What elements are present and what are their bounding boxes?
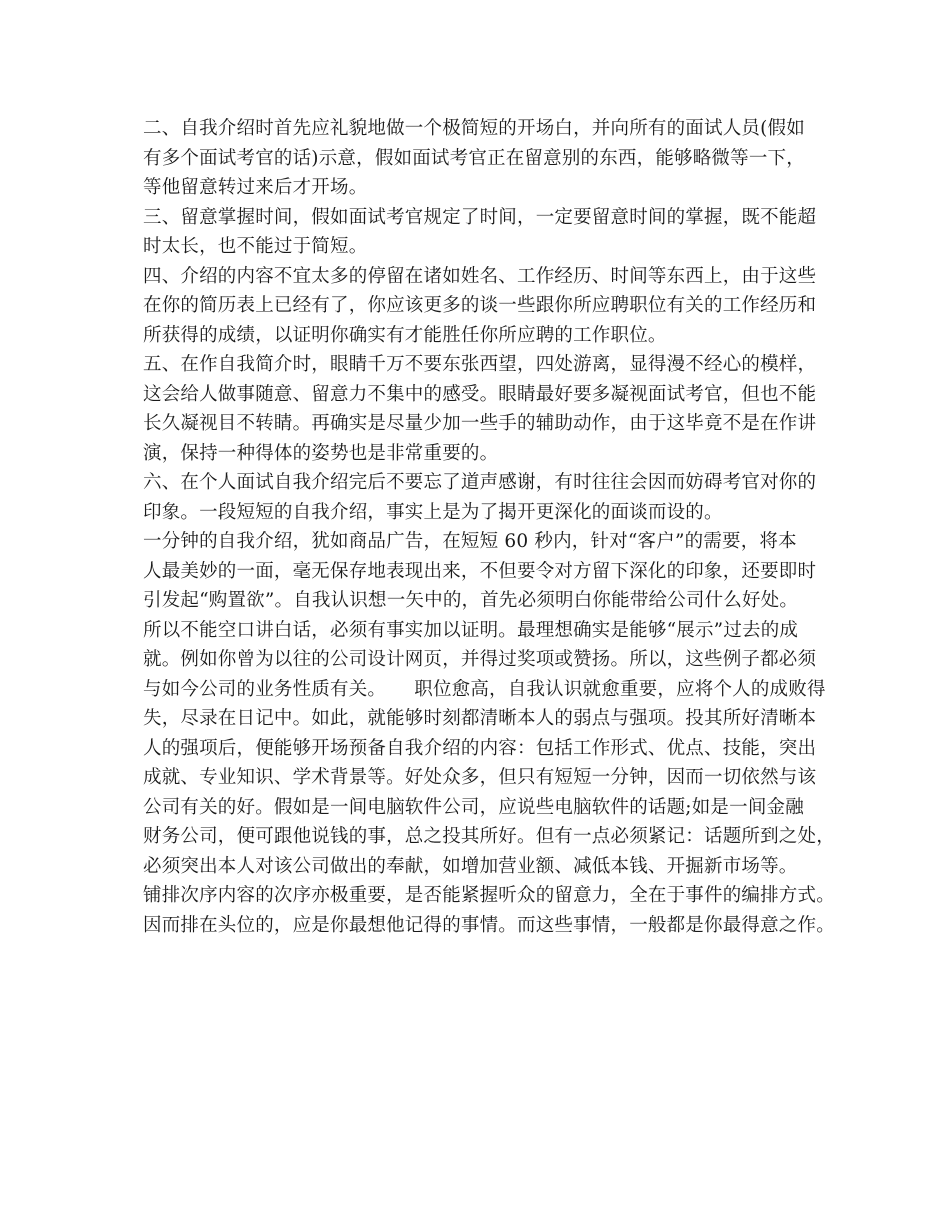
text-line: 这会给人做事随意、留意力不集中的感受。眼睛最好要多凝视面试考官，但也不能: [143, 383, 817, 405]
text-line: 因而排在头位的，应是你最想他记得的事情。而这些事情，一般都是你最得意之作。: [143, 914, 835, 936]
text-line: 必须突出本人对该公司做出的奉献，如增加营业额、减低本钱、开掘新市场等。: [143, 855, 798, 877]
text-line: 铺排次序内容的次序亦极重要，是否能紧握听众的留意力，全在于事件的编排方式。: [143, 885, 835, 906]
text-line: 成就、专业知识、学术背景等。好处众多，但只有短短一分钟，因而一切依然与该: [143, 767, 817, 788]
text-line: 失，尽录在日记中。如此，就能够时刻都清晰本人的弱点与强项。投其所好清晰本: [143, 708, 817, 729]
text-line: 人最美妙的一面，毫无保存地表现出来，不但要令对方留下深化的印象，还要即时: [143, 560, 817, 582]
text-line: 五、在作自我简介时，眼睛千万不要东张西望，四处游离，显得漫不经心的模样，: [143, 354, 817, 375]
text-line: 与如今公司的业务性质有关。 职位愈高，自我认识就愈重要，应将个人的成败得: [143, 678, 826, 700]
text-line: 演，保持一种得体的姿势也是非常重要的。: [143, 442, 499, 464]
document-body-text: [143, 114, 833, 940]
text-line: 二、自我介绍时首先应礼貌地做一个极简短的开场白，并向所有的面试人员(假如: [143, 118, 805, 139]
text-line: 公司有关的好。假如是一间电脑软件公司，应说些电脑软件的话题;如是一间金融: [143, 796, 804, 818]
text-line: 六、在个人面试自我介绍完后不要忘了道声感谢，有时往往会因而妨碍考官对你的: [143, 472, 817, 493]
text-line: 印象。一段短短的自我介绍，事实上是为了揭开更深化的面谈而设的。: [143, 501, 723, 523]
text-line: 引发起“购置欲”。自我认识想一矢中的，首先必须明白你能带给公司什么好处。: [143, 590, 799, 611]
text-line: 财务公司，便可跟他说钱的事，总之投其所好。但有一点必须紧记：话题所到之处，: [143, 826, 835, 847]
text-line: 长久凝视目不转睛。再确实是尽量少加一些手的辅助动作，由于这毕竟不是在作讲: [143, 413, 817, 434]
text-line: 所获得的成绩，以证明你确实有才能胜任你所应聘的工作职位。: [143, 324, 667, 346]
text-line: 人的强项后，便能够开场预备自我介绍的内容：包括工作形式、优点、技能，突出: [143, 737, 817, 759]
text-line: 所以不能空口讲白话，必须有事实加以证明。最理想确实是能够“展示”过去的成: [143, 619, 799, 641]
text-line: 三、留意掌握时间，假如面试考官规定了时间，一定要留意时间的掌握，既不能超: [143, 206, 817, 228]
text-line: 在你的简历表上已经有了，你应该更多的谈一些跟你所应聘职位有关的工作经历和: [143, 295, 817, 316]
text-line: 时太长，也不能过于简短。: [143, 236, 368, 257]
text-line: 等他留意转过来后才开场。: [143, 177, 368, 198]
text-line: 四、介绍的内容不宜太多的停留在诸如姓名、工作经历、时间等东西上，由于这些: [143, 265, 817, 287]
text-line: 一分钟的自我介绍，犹如商品广告，在短短 60 秒内，针对“客户”的需要，将本: [143, 531, 797, 552]
text-line: 有多个面试考官的话)示意，假如面试考官正在留意别的东西，能够略微等一下，: [143, 147, 805, 169]
text-line: 就。例如你曾为以往的公司设计网页，并得过奖项或赞扬。所以，这些例子都必须: [143, 649, 817, 670]
